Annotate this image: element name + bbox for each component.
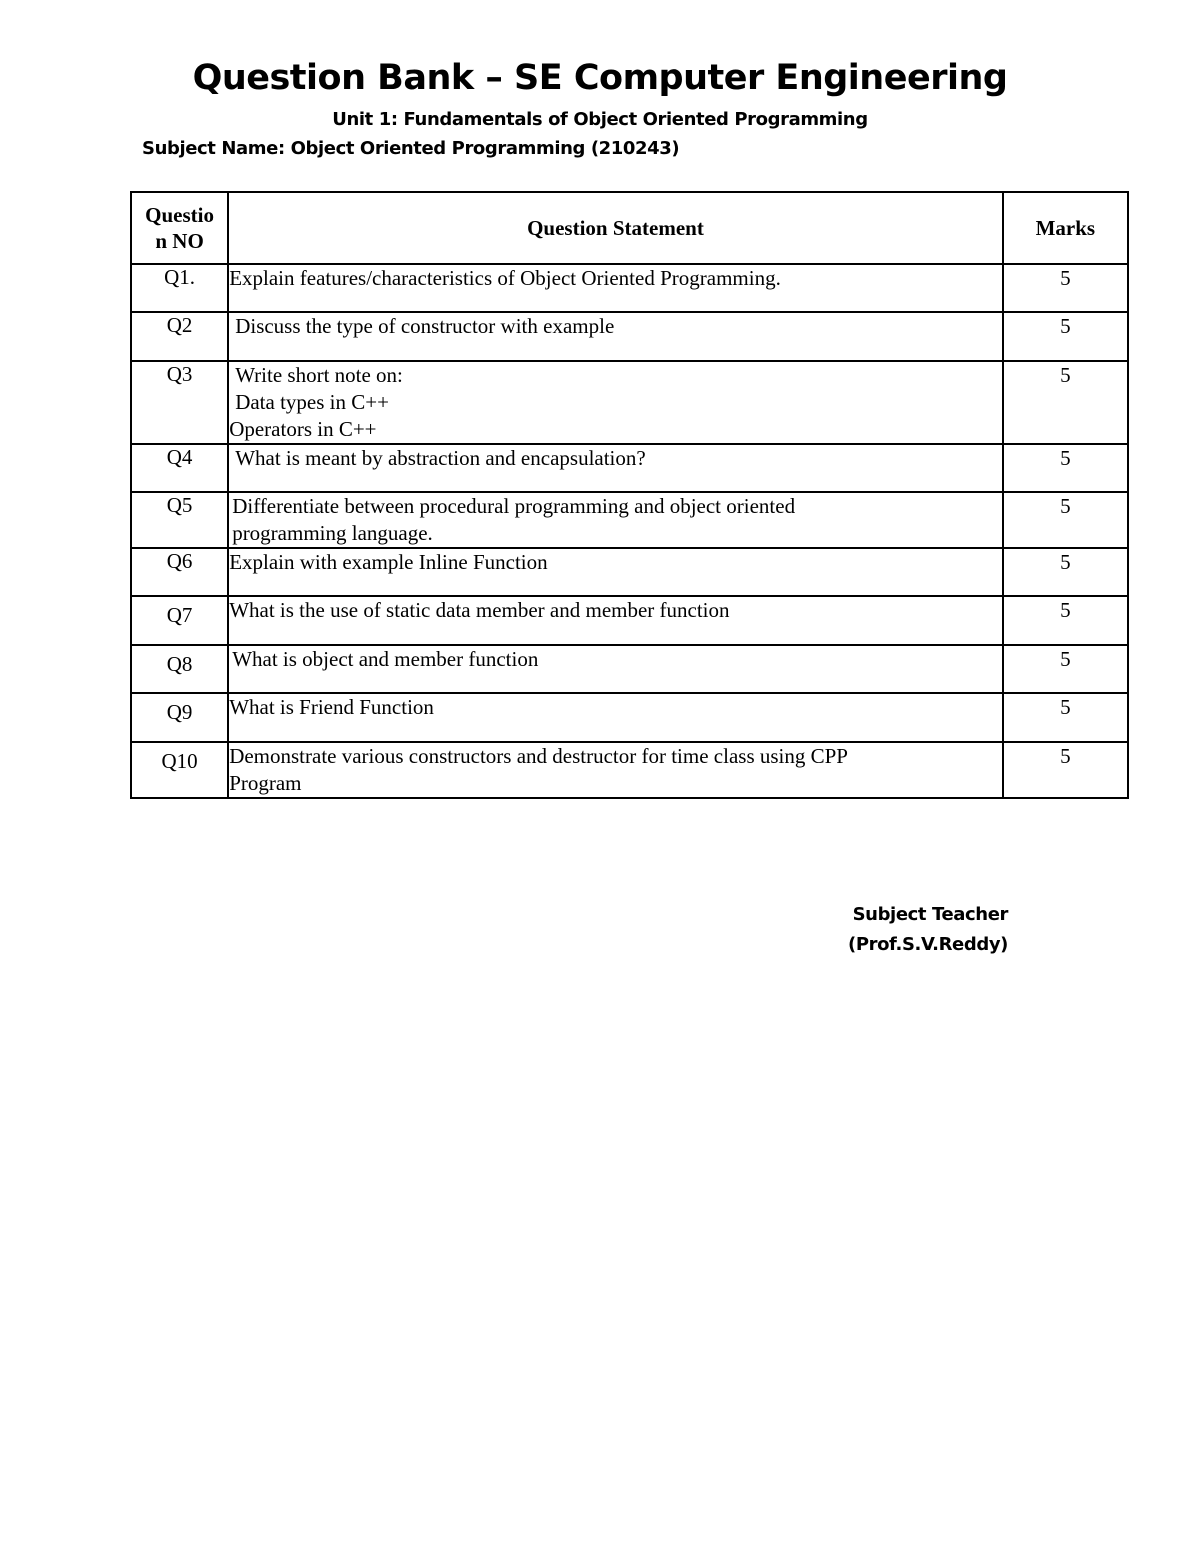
header-question-no	[131, 192, 228, 264]
table-row	[131, 548, 1128, 596]
question-statement	[228, 312, 1003, 361]
question-number: Q7	[131, 596, 228, 645]
question-marks: 5	[1003, 312, 1128, 361]
table-row	[131, 361, 1128, 444]
question-table	[130, 191, 1129, 799]
question-number: Q10	[131, 742, 228, 798]
question-number: Q4	[131, 444, 228, 492]
statement-line: What is object and member function	[232, 647, 539, 671]
statement-line: Explain with example Inline Function	[229, 550, 548, 574]
question-marks: 5	[1003, 361, 1128, 444]
question-marks: 5	[1003, 492, 1128, 548]
table-row	[131, 645, 1128, 693]
statement-line: programming language.	[232, 521, 433, 545]
table-row	[131, 264, 1128, 312]
question-number: Q8	[131, 645, 228, 693]
question-statement	[228, 548, 1003, 596]
question-number: Q3	[131, 361, 228, 444]
table-header-row	[131, 192, 1128, 264]
unit-subtitle: Unit 1: Fundamentals of Object Oriented Programming	[332, 109, 868, 130]
statement-line: What is the use of static data member and member function	[229, 598, 730, 622]
question-number: Q2	[131, 312, 228, 361]
question-statement	[228, 596, 1003, 645]
table-row	[131, 742, 1128, 798]
statement-line: Differentiate between procedural programming and object oriented	[232, 494, 796, 518]
statement-line: Write short note on:	[235, 363, 403, 387]
table-row	[131, 444, 1128, 492]
question-statement	[228, 361, 1003, 444]
question-marks: 5	[1003, 548, 1128, 596]
question-statement	[228, 645, 1003, 693]
question-number: Q6	[131, 548, 228, 596]
table-row	[131, 312, 1128, 361]
subject-name: Subject Name: Object Oriented Programming (210243)	[142, 138, 680, 159]
question-marks: 5	[1003, 264, 1128, 312]
header-marks: Marks	[1003, 192, 1128, 264]
statement-line: Explain features/characteristics of Object Oriented Programming.	[229, 266, 781, 290]
table-row	[131, 492, 1128, 548]
statement-line: Demonstrate various constructors and destructor for time class using CPP	[229, 744, 848, 768]
header-question-no-line1: Questio	[145, 203, 215, 227]
statement-line: Data types in C++	[235, 390, 389, 414]
question-statement	[228, 492, 1003, 548]
question-statement	[228, 742, 1003, 798]
statement-line: Discuss the type of constructor with example	[235, 314, 615, 338]
signature-block	[838, 900, 1008, 960]
header-question-no-line2: n NO	[155, 229, 204, 253]
question-marks: 5	[1003, 693, 1128, 742]
table-row	[131, 693, 1128, 742]
question-statement	[228, 693, 1003, 742]
header-question-statement: Question Statement	[228, 192, 1003, 264]
statement-line: Operators in C++	[229, 417, 377, 441]
teacher-role: Subject Teacher	[852, 904, 1008, 925]
question-marks: 5	[1003, 742, 1128, 798]
statement-line: What is Friend Function	[229, 695, 434, 719]
question-statement	[228, 264, 1003, 312]
table-row	[131, 596, 1128, 645]
question-number: Q1.	[131, 264, 228, 312]
question-marks: 5	[1003, 596, 1128, 645]
question-marks: 5	[1003, 444, 1128, 492]
question-statement	[228, 444, 1003, 492]
question-number: Q9	[131, 693, 228, 742]
statement-line: Program	[229, 771, 302, 795]
teacher-name: (Prof.S.V.Reddy)	[848, 934, 1008, 955]
question-marks: 5	[1003, 645, 1128, 693]
question-number: Q5	[131, 492, 228, 548]
statement-line: What is meant by abstraction and encapsulation?	[235, 446, 646, 470]
page-title: Question Bank – SE Computer Engineering	[192, 58, 1008, 98]
